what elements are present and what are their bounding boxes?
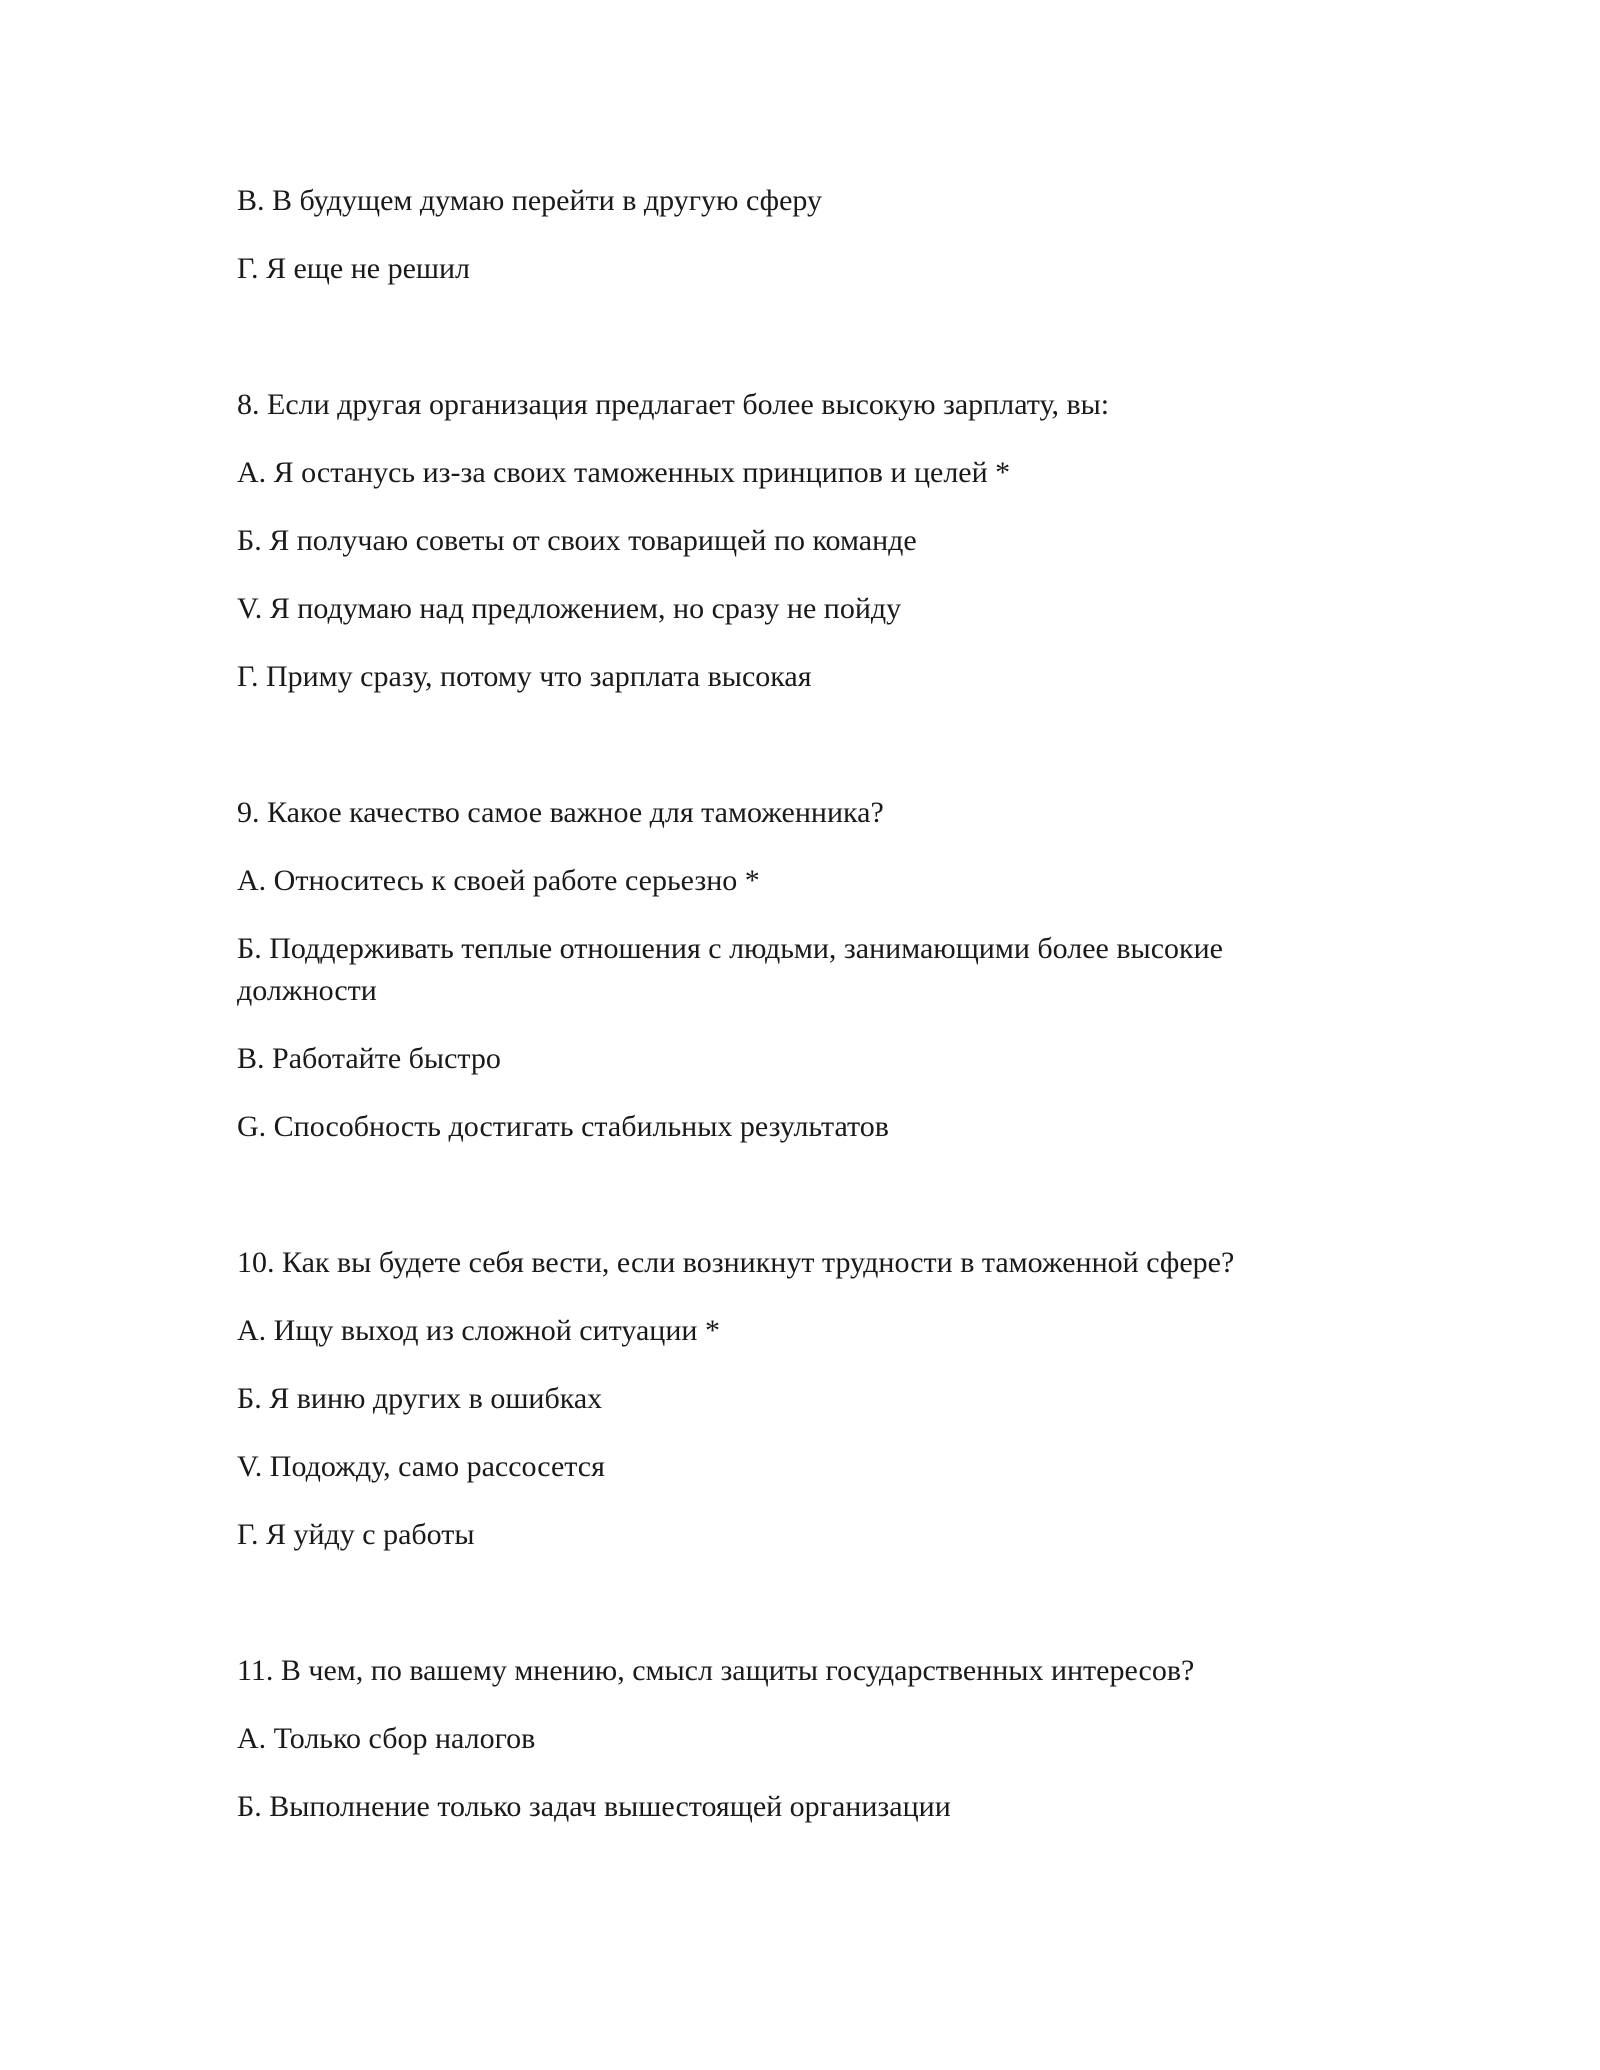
answer-option: V. Я подумаю над предложением, но сразу не пойду xyxy=(237,592,902,625)
answer-option: А. Я останусь из-за своих таможенных принципов и целей * xyxy=(237,456,1011,489)
question-text: 8. Если другая организация предлагает более высокую зарплату, вы: xyxy=(237,388,1110,421)
answer-option: Б. Я получаю советы от своих товарищей по команде xyxy=(237,524,917,557)
answer-option: В. В будущем думаю перейти в другую сферу xyxy=(237,184,822,217)
question-block-11 xyxy=(237,1650,1347,1828)
previous-question-continuation xyxy=(237,180,1347,290)
question-block-10 xyxy=(237,1242,1347,1556)
answer-option: Г. Приму сразу, потому что зарплата высокая xyxy=(237,660,812,693)
answer-option: А. Ищу выход из сложной ситуации * xyxy=(237,1314,720,1347)
question-text: 11. В чем, по вашему мнению, смысл защиты государственных интересов? xyxy=(237,1654,1195,1687)
document-body xyxy=(237,180,1347,1854)
question-text: 9. Какое качество самое важное для таможенника? xyxy=(237,796,884,829)
answer-option: А. Относитесь к своей работе серьезно * xyxy=(237,864,760,897)
answer-option: Г. Я уйду с работы xyxy=(237,1518,475,1551)
question-text: 10. Как вы будете себя вести, если возникнут трудности в таможенной сфере? xyxy=(237,1246,1235,1279)
question-block-8 xyxy=(237,384,1347,698)
answer-option: А. Только сбор налогов xyxy=(237,1722,536,1755)
answer-option: Б. Я виню других в ошибках xyxy=(237,1382,603,1415)
answer-option: G. Способность достигать стабильных результатов xyxy=(237,1110,889,1143)
answer-option: V. Подожду, само рассосется xyxy=(237,1450,605,1483)
answer-option: Б. Выполнение только задач вышестоящей организации xyxy=(237,1790,951,1823)
answer-option: Б. Поддерживать теплые отношения с людьми, занимающими более высокие должности xyxy=(237,932,1223,1007)
answer-option: В. Работайте быстро xyxy=(237,1042,501,1075)
answer-option: Г. Я еще не решил xyxy=(237,252,471,285)
question-block-9 xyxy=(237,792,1347,1148)
